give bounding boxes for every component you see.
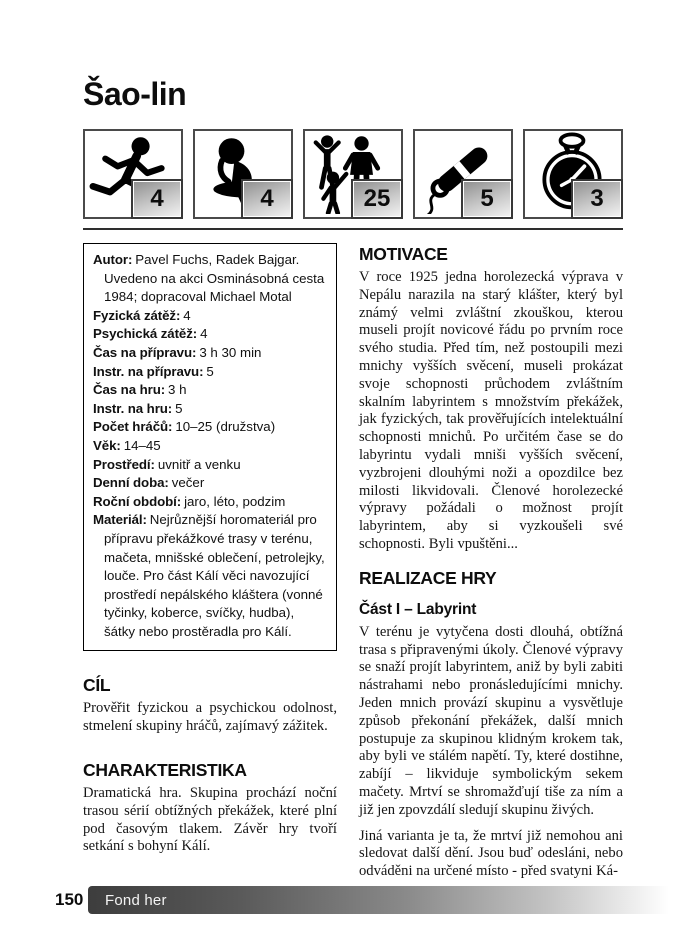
info-field-cas-na-hru	[93, 381, 328, 400]
section-heading-motivace: MOTIVACE	[359, 244, 448, 264]
section-heading-realizace-hry: REALIZACE HRY	[359, 567, 497, 588]
field-label: Instr. na přípravu:	[93, 363, 204, 379]
ratings-row	[83, 129, 623, 219]
info-field-cas-na-pripravu	[93, 344, 328, 363]
field-label: Materiál:	[93, 512, 147, 528]
field-label: Denní doba:	[93, 475, 169, 491]
rating-box-instructors	[413, 129, 513, 219]
page-footer	[55, 886, 700, 914]
rating-value-plate	[241, 179, 293, 219]
section-body-motivace: V roce 1925 jedna horolezecká výprava v Nepálu narazila na starý klášter, který byl známý velmi zvláštní zkouškou, kterou museli projít novicové řádu po prvním roce svého studia. Před tím, než postoupili mezi mnichy vyšších svěcení, museli prokázat svoje schopnosti průchodem zvláštním skalním labyrintem s množstvím překážek, jak fyzických, tak prověřujících intelektuální schopnosti mnichů. Po určitém čase se do labyrintu vydali mniši vyšších svěcení, vyzbrojeni dlouhými noži a opozdilce bez milosti likvidovali. Členové horolezecké výpravy požádali o možnost projít labyrintem, aby si vyzkoušeli své schopnosti. Byli vpuštěni...	[359, 269, 623, 552]
field-value: 5	[206, 363, 214, 379]
field-label: Prostředí:	[93, 456, 155, 472]
two-column-layout	[83, 243, 623, 881]
field-value: 5	[175, 400, 183, 416]
realizace-paragraph-1: V terénu je vytyčena dosti dlouhá, obtížná trasa s připravenými úkoly. Členové výpravy se snaží projít labyrintem, aniž by byli zabiti nástrahami nebo pronásledujícími mnichy. Jeden mnich provází skupinu a vysvětluje způsob překonání překážek, další mnich postupuje za skupinou klidným krokem tak, aby byli ve stálém napětí. Ty, které dostihne, zabíjí – likviduje symbolickým sekem mačety. Mrtví se shromažďují tiše za ním a již jen zpovzdálí sledují skupinu živých.	[359, 623, 623, 818]
rating-value-plate	[571, 179, 623, 219]
field-value: 14–45	[123, 437, 161, 453]
section-body-charakteristika: Dramatická hra. Skupina prochází noční trasou sérií obtížných překážek, které plní pod časovým tlakem. Závěr hry tvoří setkání s bohyní Kálí.	[83, 785, 337, 855]
info-field-instr-na-hru	[93, 400, 328, 419]
field-label: Autor:	[93, 252, 133, 267]
info-field-autor	[93, 251, 328, 307]
page-content	[83, 0, 623, 881]
field-value: 3 h	[168, 382, 187, 398]
field-value: 4	[200, 326, 208, 342]
field-label: Instr. na hru:	[93, 400, 173, 416]
info-field-denni-doba	[93, 474, 328, 493]
footer-gradient-bar	[88, 886, 700, 914]
field-value: 10–25 (družstva)	[175, 419, 276, 435]
field-value: 4	[183, 307, 191, 323]
info-field-rocni-obdobi	[93, 493, 328, 512]
rating-value: 5	[480, 185, 494, 212]
info-field-vek	[93, 437, 328, 456]
page-number: 150	[55, 890, 84, 909]
rating-box-time	[523, 129, 623, 219]
rating-value: 4	[150, 185, 164, 212]
field-value: Pavel Fuchs, Radek Bajgar. Uvedeno na akci Osminásobná cesta 1984; dopracoval Michael Motal	[104, 252, 325, 305]
info-field-psychicka-zatez	[93, 325, 328, 344]
info-field-prostredi	[93, 456, 328, 475]
field-label: Čas na hru:	[93, 382, 166, 398]
rating-value: 3	[590, 185, 604, 212]
info-field-material	[93, 511, 328, 641]
field-label: Fyzická zátěž:	[93, 307, 181, 323]
section-body-cil: Prověřit fyzickou a psychickou odolnost, stmelení skupiny hráčů, zajímavý zážitek.	[83, 700, 337, 735]
rating-box-players	[303, 129, 403, 219]
section-heading-cil: CÍL	[83, 675, 111, 696]
page-title: Šao-lin	[83, 76, 187, 112]
section-heading-charakteristika: CHARAKTERISTIKA	[83, 760, 247, 781]
rating-value-plate	[351, 179, 403, 219]
game-info-box	[83, 243, 337, 651]
rating-value: 4	[260, 185, 274, 212]
rating-value-plate	[461, 179, 513, 219]
info-field-pocet-hracu	[93, 418, 328, 437]
field-value: 3 h 30 min	[199, 344, 262, 360]
field-value: večer	[171, 475, 205, 491]
info-field-instr-na-pripravu	[93, 363, 328, 382]
field-label: Čas na přípravu:	[93, 344, 197, 360]
footer-chapter-label: Fond her	[105, 891, 167, 909]
field-label: Psychická zátěž:	[93, 326, 198, 342]
field-value: jaro, léto, podzim	[184, 493, 286, 509]
realizace-paragraph-2: Jiná varianta je ta, že mrtví již nemohou ani sledovat další dění. Jsou buď odesláni, nebo odváděni na určené místo - před svatyni Ká-	[359, 827, 623, 880]
rating-box-psychic	[193, 129, 293, 219]
right-column	[359, 243, 623, 881]
left-column	[83, 243, 337, 856]
rating-value: 25	[363, 185, 391, 212]
rating-box-physical	[83, 129, 183, 219]
info-field-fyzicka-zatez	[93, 307, 328, 326]
field-label: Roční období:	[93, 493, 182, 509]
field-label: Počet hráčů:	[93, 419, 173, 435]
field-label: Věk:	[93, 437, 121, 453]
subsection-heading-cast-i-labyrint: Část I – Labyrint	[359, 600, 477, 618]
field-value: Nejrůznější horomateriál pro přípravu překážkové trasy v terénu, mačeta, mnišské oblečení, petrolejky, louče. Pro část Kálí věci navozující prostředí nepálského kláštera (vonné tyčinky, koberce, svíčky, hudba), šátky nebo prostěradla pro Kálí.	[104, 512, 325, 639]
rating-value-plate	[131, 179, 183, 219]
header-divider	[83, 228, 623, 230]
field-value: uvnitř a venku	[157, 456, 241, 472]
